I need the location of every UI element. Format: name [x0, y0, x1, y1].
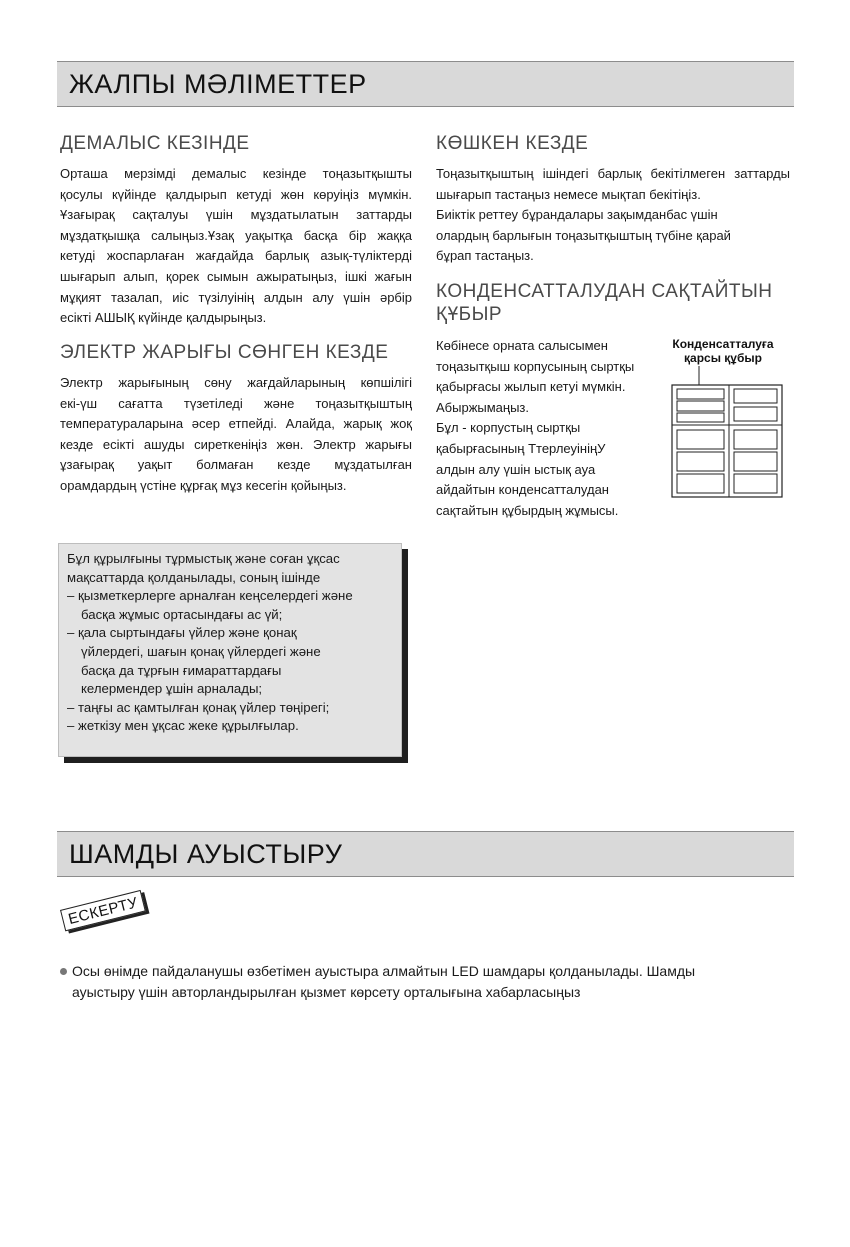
warning-badge-label: ЕСКЕРТУ	[60, 890, 146, 931]
note-line: – қала сыртындағы үйлер және қонақ	[67, 625, 297, 641]
note-line: – таңғы ас қамтылған қонақ үйлер төңірегі;	[67, 699, 330, 715]
heading-condensation-line1: КОНДЕНСАТТАЛУДАН САҚТАЙТЫН	[436, 281, 773, 302]
text-line: Көбінесе орната салысымен	[436, 338, 608, 353]
section-header-lamps	[57, 831, 794, 877]
paragraph-moving	[436, 164, 790, 267]
text-line: Бұл - корпустың сыртқы	[436, 420, 581, 436]
text-line: Тоңазытқыштың ішіндегі барлық бекітілмеген заттарды	[436, 166, 790, 181]
section-header-general	[57, 61, 794, 107]
section-title-general: ЖАЛПЫ МӘЛІМЕТТЕР	[69, 69, 367, 99]
diagram-label-line2: қарсы құбыр	[684, 351, 762, 365]
text-line: Биіктік реттеу бұрандалары зақымданбас үшін	[436, 207, 718, 223]
text-line: кетуді жоспарлаған жағдайда барлық азық-түліктерді	[60, 248, 412, 264]
text-line: айдайтын конденсатталудан	[436, 482, 609, 498]
warning-text-line1	[60, 961, 695, 981]
diagram-label	[658, 337, 788, 365]
text-line: алдын алу үшін ыстық ауа	[436, 461, 596, 477]
text-line: сақтайтын құбырдың жұмысы.	[436, 502, 619, 518]
diagram-label-line1: Конденсатталуға	[672, 337, 774, 351]
section-title-lamps: ШАМДЫ АУЫСТЫРУ	[69, 839, 343, 869]
refrigerator-diagram	[666, 366, 786, 500]
note-line: басқа жұмыс ортасындағы ас үй;	[81, 606, 283, 622]
heading-power-outage: ЭЛЕКТР ЖАРЫҒЫ СӨНГЕН КЕЗДЕ	[60, 342, 389, 363]
text-line: Электр жарығының сөну жағдайларының көпшілігі	[60, 375, 412, 390]
text-line: кезде есікті ашуды сиреткеніңіз жөн. Электр жарығы	[60, 436, 412, 452]
text-line: ұзағырақ уақыт болмаған кезде мұздатылған	[60, 457, 412, 473]
fridge-body	[672, 385, 782, 497]
heading-condensation	[436, 280, 773, 326]
text-line: мұқият тазалап, иіс түзілуінің алдын алу үшін әрбір	[60, 289, 412, 305]
text-line: шығарып тастаңыз немесе мықтап бекітіңіз.	[436, 186, 701, 202]
text-line: тоңазытқыш корпусының сыртқы	[436, 358, 635, 374]
warning-text-line2	[72, 982, 580, 1002]
text-line: Абыржымаңыз.	[436, 399, 529, 415]
note-line: Бұл құрылғыны тұрмыстық және соған ұқсас	[67, 551, 340, 566]
text-line: орамдардың үстіне құрғақ мұз кесегін қойыңыз.	[60, 477, 347, 493]
warning-text: Осы өнімде пайдаланушы өзбетімен ауыстыра алмайтын LED шамдары қолданылады. Шамды	[72, 963, 696, 979]
text-line: мұздатқышқа салыңыз.Ұзақ уақытқа басқа бір жаққа	[60, 227, 412, 243]
warning-text: ауыстыру үшін авторландырылған қызмет көрсету орталығына хабарласыңыз	[72, 984, 581, 1000]
note-line: – қызметкерлерге арналған кеңселердегі және	[67, 588, 353, 604]
text-line: есікті АШЫҚ күйінде қалдырыңыз.	[60, 310, 267, 326]
note-line: үйлердегі, шағын қонақ үйлердегі және	[81, 643, 321, 659]
bullet-icon	[60, 968, 67, 975]
text-line: қабырғасының ТтерлеуініңУ	[436, 440, 606, 456]
text-line: қосулы күйінде қалдырып кетуді жөн көруіңіз мүмкін.	[60, 186, 412, 202]
heading-moving: КӨШКЕН КЕЗДЕ	[436, 133, 589, 154]
text-line: олардың барлығын тоңазытқыштың түбіне қарай	[436, 227, 731, 243]
note-line: келермендер ұшін арналады;	[81, 681, 263, 697]
heading-condensation-line2: ҚҰБЫР	[436, 304, 503, 325]
warning-badge	[60, 890, 146, 931]
text-line: температураларына әсер етпейді. Алайда, жарық жоқ	[60, 416, 412, 432]
paragraph-power-outage	[60, 373, 412, 497]
heading-vacation: ДЕМАЛЫС КЕЗІНДЕ	[60, 133, 250, 154]
paragraph-vacation	[60, 164, 412, 329]
note-line: мақсаттарда қолданылады, соның ішінде	[67, 569, 321, 585]
text-line: бұрап тастаңыз.	[436, 248, 534, 264]
text-line: екі-үш сағатта түзетіледі және тоңазытқыштың	[60, 395, 412, 411]
text-line: Ұзағырақ сақталуы үшін мұздатылатын заттарды	[60, 207, 412, 223]
text-line: шығарып алып, қорек сымын ажыратыңыз, ішкі жағын	[60, 268, 412, 284]
text-line: қабырғасы жылып кетуі мүмкін.	[436, 379, 626, 395]
text-line: Орташа мерзімді демалыс кезінде тоңазытқышты	[60, 166, 412, 181]
note-line: – жеткізу мен ұқсас жеке құрылғылар.	[67, 718, 299, 734]
note-box	[58, 543, 402, 757]
note-line: басқа да тұрғын ғимараттардағы	[81, 662, 282, 678]
paragraph-condensation	[436, 336, 651, 521]
